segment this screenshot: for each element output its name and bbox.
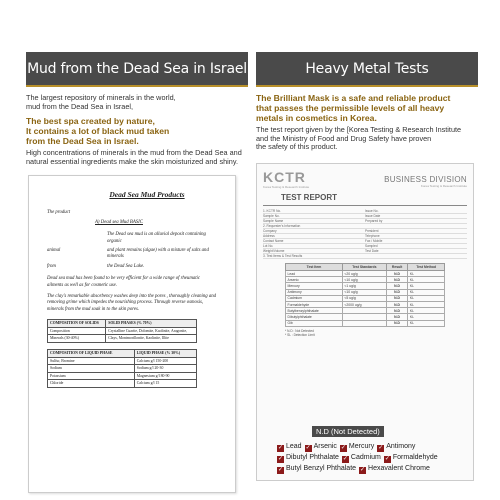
info-label: 2. Requester's Information	[263, 224, 301, 228]
check-icon: ✓	[342, 456, 348, 462]
composition-solids-table	[47, 319, 197, 343]
metal-name: Arsenic	[313, 443, 337, 450]
table-cell: N.D	[386, 301, 408, 307]
right-highlight	[256, 93, 478, 123]
table-cell: Composition	[48, 327, 106, 335]
info-label: 3. Test Items & Test Results	[263, 254, 303, 258]
info-label: Address	[263, 234, 275, 238]
info-label: President	[365, 229, 379, 233]
report-footnote	[285, 329, 467, 337]
metal-item	[359, 463, 430, 474]
intro-line: mud from the Dead Sea in Israel,	[26, 101, 134, 111]
table-cell: N.D	[386, 320, 408, 326]
table-cell: Formaldehyde	[286, 301, 343, 307]
doc-paragraph: Dead sea mud has been found to be very efficient for a wide range of rheumatic ailments as well as for cosmetic use.	[47, 276, 200, 288]
table-cell: N.D	[386, 314, 408, 320]
left-banner: Mud from the Dead Sea in Israel	[26, 52, 248, 85]
table-cell: Lead	[286, 271, 343, 277]
table-header-cell: Result	[386, 264, 408, 271]
metal-name: Formaldehyde	[392, 454, 438, 461]
check-icon: ✓	[384, 456, 390, 462]
info-label: Sample Name	[263, 219, 284, 223]
right-body	[256, 126, 478, 152]
table-cell: N.D	[386, 283, 408, 289]
info-label: Lot No.	[263, 244, 274, 248]
info-label: Issue No.	[365, 209, 379, 213]
highlight-line: The best spa created by nature,	[26, 116, 155, 127]
info-label: Contact Name	[263, 239, 284, 243]
check-icon: ✓	[378, 445, 384, 451]
left-outro	[26, 149, 248, 166]
table-cell: <5 ug/g	[342, 295, 386, 301]
table-cell: N.D	[386, 289, 408, 295]
metal-item	[277, 441, 302, 452]
outro-line: High concentrations of minerals in the mud from the Dead Sea and	[26, 148, 242, 158]
info-row	[263, 254, 467, 259]
table-cell: KL	[408, 271, 445, 277]
info-label: Test Date	[365, 249, 379, 253]
check-icon: ✓	[277, 456, 284, 462]
table-cell: KL	[408, 308, 445, 314]
info-label: Company	[263, 229, 277, 233]
table-cell: Sodium	[48, 365, 135, 373]
table-header-cell: SOLID PHASES (% 70%)	[106, 320, 197, 328]
metal-name: Mercury	[348, 443, 375, 450]
table-cell: Calcium g/l 15	[134, 380, 196, 388]
doc-line-row	[47, 264, 217, 270]
mud-products-document	[28, 175, 236, 493]
metal-item	[277, 452, 339, 463]
highlight-line: that passes the permissible levels of all heavy	[256, 103, 445, 113]
info-label: Prepared by	[365, 219, 383, 223]
table-row	[48, 357, 197, 365]
table-cell: Dibutylphthalate	[286, 314, 343, 320]
check-icon: ✓	[277, 445, 284, 451]
metal-row	[277, 452, 467, 463]
table-cell: N.D	[386, 308, 408, 314]
report-rule	[263, 205, 467, 206]
table-row	[48, 380, 197, 388]
table-cell: Potassium	[48, 372, 135, 380]
check-icon: ✓	[340, 445, 346, 451]
table-cell: N.D	[386, 295, 408, 301]
table-header-cell: Test Standards	[342, 264, 386, 271]
table-cell: Clays, Montmorillonite, Kaolinite, Illite	[106, 335, 197, 343]
table-header-cell: COMPOSITION OF LIQUID PHASE	[48, 350, 135, 358]
metal-name: Lead	[286, 443, 302, 450]
test-report-document	[256, 163, 474, 481]
doc-paragraph: The clay's remarkable absorbency washes deep into the pores , thoroughly cleaning and removing grime which impedes the nourishing process. Through reverse osmosis, minerals from the mud soak in to the skin pores.	[47, 294, 217, 312]
metal-item	[384, 452, 438, 463]
table-cell: Magnesium g/l 80-90	[134, 372, 196, 380]
table-cell: Sodium g/l 20-30	[134, 365, 196, 373]
highlight-line: It contains a lot of black mud taken	[26, 126, 170, 137]
metal-name: Dibutyl Phthalate	[286, 454, 339, 461]
table-cell: <10 ug/g	[342, 277, 386, 283]
table-cell: KL	[408, 314, 445, 320]
footnote-line: * SL : Detection Limit	[285, 332, 315, 337]
metal-name: Hexavalent Chrome	[368, 465, 430, 472]
metal-name: Butyl Benzyl Phthalate	[286, 465, 357, 472]
table-cell: Sulfur, Bromine	[48, 357, 135, 365]
info-label: Sampled	[365, 244, 378, 248]
table-row	[48, 372, 197, 380]
outro-line: natural essential ingredients make the skin moisturized and shiny.	[26, 156, 238, 166]
table-cell: KL	[408, 283, 445, 289]
body-line: the safety of this product.	[256, 142, 338, 152]
table-header-cell: Test Method	[408, 264, 445, 271]
table-cell: Crystalline Cuarite, Dolomite, Kaolinite, Aragonite,	[106, 327, 197, 335]
table-cell: KL	[408, 295, 445, 301]
intro-line: The largest repository of minerals in the world,	[26, 93, 176, 102]
table-cell: <2000 ug/g	[342, 301, 386, 307]
left-intro	[26, 94, 248, 111]
logo-subtitle: Korea Testing & Research Institute	[263, 185, 310, 189]
info-label: Weight/Volume	[263, 249, 285, 253]
body-line: The test report given by the [Korea Testing & Research Institute	[256, 125, 462, 134]
metal-item	[277, 463, 356, 474]
table-cell: N.D	[386, 277, 408, 283]
nd-label: N.D (Not Detected)	[312, 426, 384, 437]
heavy-metal-results-table	[285, 263, 445, 327]
highlight-line: The Brilliant Mask is a safe and reliable product	[256, 93, 451, 103]
info-label: 1. KCTR No.	[263, 209, 282, 213]
highlight-line: metals in cosmetics in Korea.	[256, 113, 377, 123]
footnote-line: * N.D : Not Detected	[285, 328, 314, 333]
table-row	[48, 365, 197, 373]
right-divider	[256, 85, 478, 87]
metal-name: Cadmium	[350, 454, 381, 461]
info-label: Telephone	[365, 234, 380, 238]
info-label: Issue Date	[365, 214, 381, 218]
table-cell: Calcium g/l 150-200	[134, 357, 196, 365]
table-header-cell: COMPOSITION OF SOLIDS	[48, 320, 106, 328]
metal-name: Antimony	[386, 443, 416, 450]
table-cell: KL	[408, 301, 445, 307]
doc-from-label: from	[47, 263, 56, 269]
table-cell: <10 ug/g	[342, 289, 386, 295]
check-icon: ✓	[277, 467, 284, 473]
right-banner: Heavy Metal Tests	[256, 52, 478, 85]
table-header-cell: Test Item	[286, 264, 343, 271]
table-cell: Butylbenzylphthalate	[286, 308, 343, 314]
doc-line: the Dead Sea Lake.	[107, 263, 145, 269]
kctr-logo: KCTR	[263, 169, 306, 185]
metal-row	[277, 441, 467, 452]
table-cell: Chloride	[48, 380, 135, 388]
metal-item	[342, 452, 381, 463]
doc-line-row	[47, 248, 217, 261]
report-info	[263, 209, 467, 259]
metal-item	[340, 441, 374, 452]
doc-title: Dead Sea Mud Products	[109, 190, 185, 199]
check-icon: ✓	[305, 445, 311, 451]
body-line: and the Ministry of Food and Drug Safety have proven	[256, 133, 432, 143]
table-cell: Cadmium	[286, 295, 343, 301]
table-cell: KL	[408, 277, 445, 283]
table-row	[286, 320, 445, 326]
metal-row	[277, 463, 467, 474]
info-label: Sample No.	[263, 214, 280, 218]
report-title: TEST REPORT	[281, 193, 338, 202]
table-cell: KL	[408, 289, 445, 295]
highlight-line: from the Dead Sea in Israel.	[26, 136, 139, 147]
doc-item: A) Dead sea Mud BASIC	[95, 219, 143, 225]
business-division: BUSINESS DIVISION	[384, 175, 467, 184]
table-cell: KL	[408, 320, 445, 326]
metal-item	[305, 441, 337, 452]
left-divider	[26, 85, 248, 87]
business-subtitle: Korea Testing & Research Institute	[420, 184, 467, 188]
left-highlight	[26, 116, 248, 146]
table-cell: <1 ug/g	[342, 283, 386, 289]
doc-animal-label: animal	[47, 248, 61, 254]
doc-the-product: The product	[47, 210, 71, 216]
info-label: Fax / Mobile	[365, 239, 383, 243]
metal-checklist	[277, 441, 467, 474]
table-cell: Gib	[286, 320, 343, 326]
table-cell	[342, 320, 386, 326]
composition-liquid-table	[47, 349, 197, 388]
table-cell: Mercury	[286, 283, 343, 289]
right-panel	[256, 52, 478, 152]
report-header	[263, 169, 467, 189]
check-icon: ✓	[360, 467, 366, 473]
doc-line: The Dead sea mud is an alluvial deposit containing organic	[107, 232, 206, 244]
table-row	[48, 335, 197, 343]
metal-item	[377, 441, 415, 452]
table-header-cell: LIQUID PHASE (% 30%)	[134, 350, 196, 358]
table-cell: Arsenic	[286, 277, 343, 283]
table-cell: <20 ug/g	[342, 271, 386, 277]
table-cell: Antimony	[286, 289, 343, 295]
table-cell: Minerals (30-40%)	[48, 335, 106, 343]
left-panel	[26, 52, 248, 166]
table-cell: N.D	[386, 271, 408, 277]
doc-line: and plant remains (algae) with a mixture of salts and minerals	[107, 248, 209, 260]
table-row	[48, 327, 197, 335]
